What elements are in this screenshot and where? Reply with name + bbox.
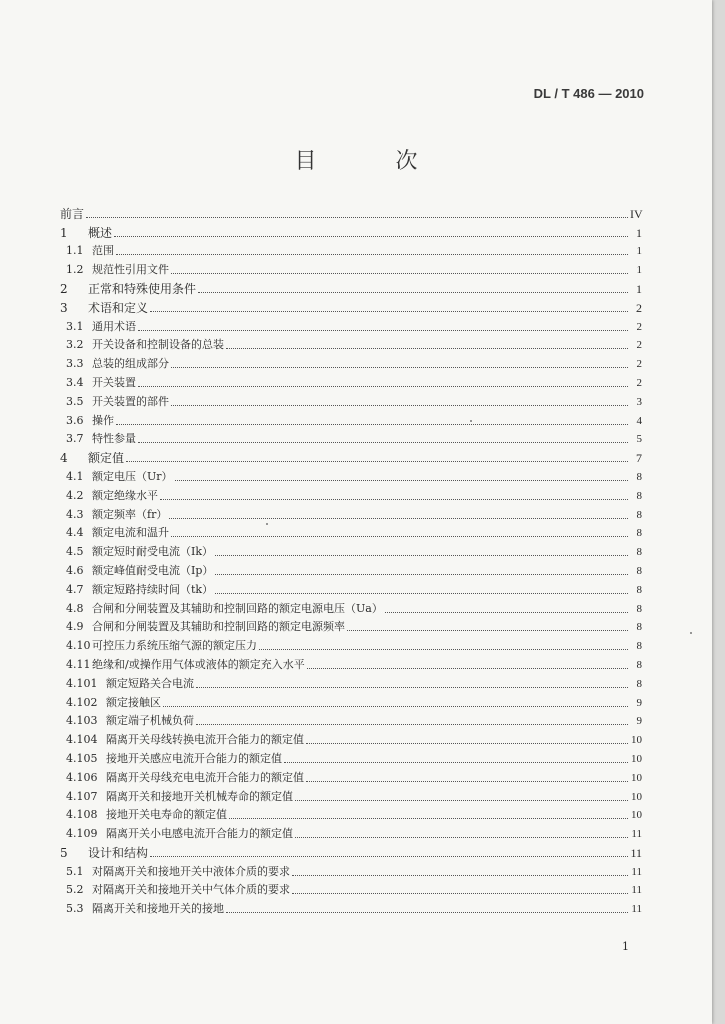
toc-entry-label: 对隔离开关和接地开关中气体介质的要求 [92,883,290,897]
toc-entry-label: 额定短路持续时间（tk） [92,582,214,596]
toc-entry-label: 开关设备和控制设备的总装 [92,338,224,352]
toc-entry-number: 4.105 [66,751,98,765]
toc-dot-leader [138,386,628,387]
toc-entry-number: 3.7 [66,432,84,446]
toc-entry [60,766,642,785]
toc-entry [60,409,642,428]
toc-dot-leader [138,330,628,331]
toc-entry-label: 开关装置 [92,375,136,389]
toc-entry-label: 合闸和分闸装置及其辅助和控制回路的额定电源电压（Ua） [92,601,383,615]
toc-entry-page: 11 [631,828,642,841]
toc-entry [60,616,642,635]
toc-entry-page: 9 [636,696,642,709]
toc-entry-label: 额定峰值耐受电流（Ip） [92,563,214,577]
toc-entry-page: 2 [636,339,642,352]
toc-entry-page: 8 [636,489,642,502]
toc-entry-number: 4.106 [66,770,98,784]
toc-entry [60,446,642,465]
page-title: 目 次 [294,149,454,174]
toc-dot-leader [229,818,628,819]
toc-entry-label: 合闸和分闸装置及其辅助和控制回路的额定电源频率 [92,620,345,634]
toc-dot-leader [307,668,628,669]
toc-entry-label: 额定短时耐受电流（Ik） [92,545,214,559]
toc-entry [60,785,642,804]
toc-entry-number: 4.107 [66,789,98,803]
toc-entry-number: 4.102 [66,695,98,709]
toc-entry-page: 5 [636,433,642,446]
toc-entry-label: 接地开关感应电流开合能力的额定值 [106,751,282,765]
toc-entry [60,277,642,296]
toc-dot-leader [284,762,628,763]
toc-entry-page: 7 [636,451,642,466]
toc-entry-page: 4 [636,414,642,427]
toc-dot-leader [385,612,628,613]
toc-entry [60,522,642,541]
toc-entry [60,221,642,240]
toc-entry-page: 8 [636,470,642,483]
toc-entry-number: 4.2 [66,488,84,502]
toc-entry-number: 3.2 [66,338,84,352]
toc-dot-leader [138,442,628,443]
toc-entry-page: 8 [636,658,642,671]
toc-entry-label: 概述 [88,225,113,240]
toc-entry-label: 额定电流和温升 [92,526,169,540]
toc-entry [60,728,642,747]
toc-entry [60,559,642,578]
toc-entry-number: 5 [60,845,68,860]
toc-entry-page: 11 [631,865,642,878]
toc-dot-leader [295,800,628,801]
toc-dot-leader [171,273,628,274]
toc-entry-page: 8 [636,677,642,690]
toc-entry-label: 正常和特殊使用条件 [88,281,197,296]
toc-entry [60,634,642,653]
toc-entry-number: 4.6 [66,563,84,577]
toc-dot-leader [306,781,628,782]
toc-entry-number: 4.8 [66,601,84,615]
toc-dot-leader [171,536,628,537]
toc-entry [60,484,642,503]
toc-entry-label: 术语和定义 [88,300,149,315]
toc-dot-leader [169,518,628,519]
toc-entry [60,860,642,879]
toc-entry-label: 前言 [60,206,85,221]
toc-entry-page: 3 [636,395,642,408]
toc-entry-number: 4.3 [66,507,84,521]
toc-entry-page: 8 [636,546,642,559]
toc-entry [60,597,642,616]
toc-entry-label: 额定短路关合电流 [106,676,194,690]
toc-entry-page: 11 [630,845,642,860]
toc-dot-leader [292,893,628,894]
toc-dot-leader [292,875,628,876]
toc-entry-number: 3.3 [66,357,84,371]
toc-entry-page: 10 [631,790,642,803]
toc-entry-number: 4.7 [66,582,84,596]
toc-dot-leader [215,555,628,556]
toc-entry-number: 1.1 [66,244,84,258]
toc-dot-leader [160,499,628,500]
toc-entry-page: IV [630,206,643,221]
toc-entry-number: 1 [60,225,68,240]
toc-entry-page: 10 [631,752,642,765]
toc-entry-label: 隔离开关母线转换电流开合能力的额定值 [106,733,304,747]
toc-entry [60,371,642,390]
toc-dot-leader [163,706,628,707]
toc-entry-label: 隔离开关和接地开关的接地 [92,902,224,916]
toc-entry-number: 4.11 [66,657,91,671]
toc-dot-leader [198,292,628,293]
toc-entry-label: 总装的组成部分 [92,357,169,371]
toc-entry-number: 3 [60,300,68,315]
toc-entry [60,240,642,259]
toc-entry-label: 可控压力系统压缩气源的额定压力 [92,639,257,653]
toc-entry-label: 通用术语 [92,319,136,333]
toc-entry [60,465,642,484]
toc-dot-leader [150,311,628,312]
toc-entry-page: 8 [636,640,642,653]
toc-entry-number: 4.101 [66,676,98,690]
toc-dot-leader [86,217,628,218]
toc-entry-label: 操作 [92,413,114,427]
toc-entry-number: 4.1 [66,469,84,483]
toc-entry-page: 10 [631,771,642,784]
toc-entry-number: 4.10 [66,639,91,653]
toc-entry-label: 接地开关电寿命的额定值 [106,808,227,822]
toc-entry-number: 3.1 [66,319,84,333]
toc-entry-page: 8 [636,602,642,615]
toc-entry [60,202,642,221]
toc-entry [60,503,642,522]
page-number: 1 [622,940,629,953]
toc-entry [60,334,642,353]
toc-entry [60,879,642,898]
toc-entry-label: 额定值 [88,451,125,466]
toc-entry [60,315,642,334]
toc-entry-label: 绝缘和/或操作用气体或液体的额定充入水平 [92,657,305,671]
toc-dot-leader [215,593,628,594]
toc-entry-number: 2 [60,281,68,296]
toc-entry-page: 9 [636,715,642,728]
toc-entry-page: 1 [636,225,642,240]
toc-entry-page: 1 [636,264,642,277]
scan-speck [266,523,268,525]
toc-entry-page: 2 [636,358,642,371]
toc-dot-leader [150,856,628,857]
toc-dot-leader [259,649,628,650]
toc-dot-leader [116,254,628,255]
toc-entry-page: 1 [636,281,642,296]
toc-entry [60,578,642,597]
toc-entry-label: 规范性引用文件 [92,263,169,277]
toc-entry-page: 8 [636,583,642,596]
toc-entry-label: 设计和结构 [88,845,149,860]
toc-entry-number: 4.104 [66,733,98,747]
toc-entry-number: 5.1 [66,864,84,878]
toc-entry-page: 8 [636,527,642,540]
toc-entry [60,804,642,823]
toc-entry-number: 3.4 [66,375,84,389]
toc-entry [60,540,642,559]
toc-entry-label: 额定电压（Ur） [92,469,173,483]
table-of-contents [60,202,642,916]
toc-dot-leader [226,912,628,913]
toc-entry-page: 10 [631,734,642,747]
toc-entry-number: 4 [60,451,68,466]
toc-entry-page: 1 [636,245,642,258]
toc-entry-label: 额定频率（fr） [92,507,168,521]
toc-entry-label: 对隔离开关和接地开关中液体介质的要求 [92,864,290,878]
toc-entry [60,653,642,672]
toc-entry-number: 5.2 [66,883,84,897]
toc-dot-leader [196,724,628,725]
toc-entry-number: 3.5 [66,394,84,408]
toc-entry-label: 特性参量 [92,432,136,446]
toc-entry [60,897,642,916]
toc-entry-page: 11 [631,884,642,897]
toc-entry-page: 8 [636,564,642,577]
toc-entry [60,390,642,409]
toc-dot-leader [171,367,628,368]
toc-dot-leader [126,461,628,462]
toc-entry-label: 隔离开关和接地开关机械寿命的额定值 [106,789,293,803]
toc-dot-leader [295,837,628,838]
toc-entry-number: 4.103 [66,714,98,728]
standard-code: DL / T 486 — 2010 [533,86,644,101]
toc-entry [60,710,642,729]
toc-entry [60,352,642,371]
toc-dot-leader [347,630,628,631]
toc-dot-leader [226,348,628,349]
toc-entry-label: 额定绝缘水平 [92,488,158,502]
toc-entry-label: 额定接触区 [106,695,161,709]
toc-entry-label: 额定端子机械负荷 [106,714,194,728]
toc-entry [60,747,642,766]
toc-entry-number: 1.2 [66,263,84,277]
toc-entry-page: 2 [636,376,642,389]
toc-entry-page: 8 [636,621,642,634]
toc-entry [60,428,642,447]
toc-entry-number: 3.6 [66,413,84,427]
toc-entry-label: 隔离开关小电感电流开合能力的额定值 [106,827,293,841]
toc-entry-number: 4.108 [66,808,98,822]
toc-entry-page: 8 [636,508,642,521]
toc-dot-leader [171,405,628,406]
toc-entry-number: 4.109 [66,827,98,841]
toc-dot-leader [116,424,628,425]
scan-speck [470,420,472,422]
toc-entry [60,258,642,277]
toc-dot-leader [215,574,628,575]
toc-entry [60,691,642,710]
toc-entry-number: 4.4 [66,526,84,540]
toc-entry [60,672,642,691]
toc-entry-number: 4.9 [66,620,84,634]
scan-speck [690,632,692,634]
toc-entry [60,296,642,315]
toc-dot-leader [196,687,628,688]
toc-entry-label: 范围 [92,244,114,258]
toc-entry-page: 11 [631,903,642,916]
toc-entry [60,841,642,860]
toc-dot-leader [114,236,628,237]
toc-entry-page: 10 [631,809,642,822]
toc-dot-leader [175,480,628,481]
toc-entry [60,822,642,841]
toc-entry-number: 5.3 [66,902,84,916]
toc-dot-leader [306,743,628,744]
toc-entry-page: 2 [636,300,642,315]
toc-entry-page: 2 [636,320,642,333]
toc-entry-label: 隔离开关母线充电电流开合能力的额定值 [106,770,304,784]
toc-entry-label: 开关装置的部件 [92,394,169,408]
toc-entry-number: 4.5 [66,545,84,559]
